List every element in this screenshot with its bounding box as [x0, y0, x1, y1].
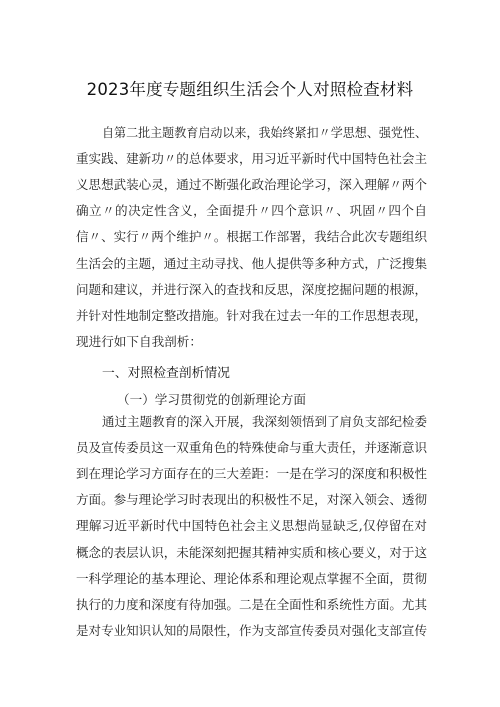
- text-line: 是对专业知识认知的局限性，作为支部宣传委员对强化支部宣传: [76, 622, 427, 638]
- text-line: 通过主题教育的深入开展，我深刻领悟到了肩负支部纪检委: [102, 414, 427, 429]
- text-line: 概念的表层认识，未能深刻把握其精神实质和核心要义，对于这: [76, 544, 427, 560]
- text-line: 信〃、实行〃两个维护〃。根据工作部署，我结合此次专题组织: [76, 229, 427, 245]
- text-line: 义思想武装心灵，通过不断强化政治理论学习，深入理解〃两个: [76, 177, 427, 193]
- subsection-heading: （一）学习贯彻党的创新理论方面: [117, 392, 306, 407]
- text-line: 到在理论学习方面存在的三大差距：一是在学习的深度和积极性: [76, 466, 427, 482]
- section-heading: 一、对照检查剖析情况: [102, 366, 230, 381]
- text-line: 生活会的主题，通过主动寻找、他人提供等多种方式，广泛搜集: [76, 255, 427, 271]
- text-line: 员及宣传委员这一双重角色的特殊使命与重大责任，并逐渐意识: [76, 440, 427, 456]
- text-line: 一科学理论的基本理论、理论体系和理论观点掌握不全面，贯彻: [76, 570, 427, 586]
- document-title: 2023年度专题组织生活会个人对照检查材料: [86, 80, 414, 99]
- text-line: 方面。参与理论学习时表现出的积极性不足，对深入领会、透彻: [76, 492, 427, 508]
- text-line: 重实践、建新功〃的总体要求，用习近平新时代中国特色社会主: [76, 151, 427, 167]
- text-line: 现进行如下自我剖析：: [76, 333, 202, 349]
- text-line: 执行的力度和深度有待加强。二是在全面性和系统性方面。尤其: [76, 596, 427, 612]
- text-line: 问题和建议，并进行深入的查找和反思，深度挖掘问题的根源，: [76, 281, 427, 297]
- text-line: 自第二批主题教育启动以来，我始终紧扣〃学思想、强党性、: [102, 125, 427, 140]
- text-line: 理解习近平新时代中国特色社会主义思想尚显缺乏,仅停留在对: [76, 518, 428, 534]
- text-line: 确立〃的决定性含义，全面提升〃四个意识〃、巩固〃四个自: [76, 203, 428, 219]
- text-line: 并针对性地制定整改措施。针对我在过去一年的工作思想表现，: [76, 307, 427, 323]
